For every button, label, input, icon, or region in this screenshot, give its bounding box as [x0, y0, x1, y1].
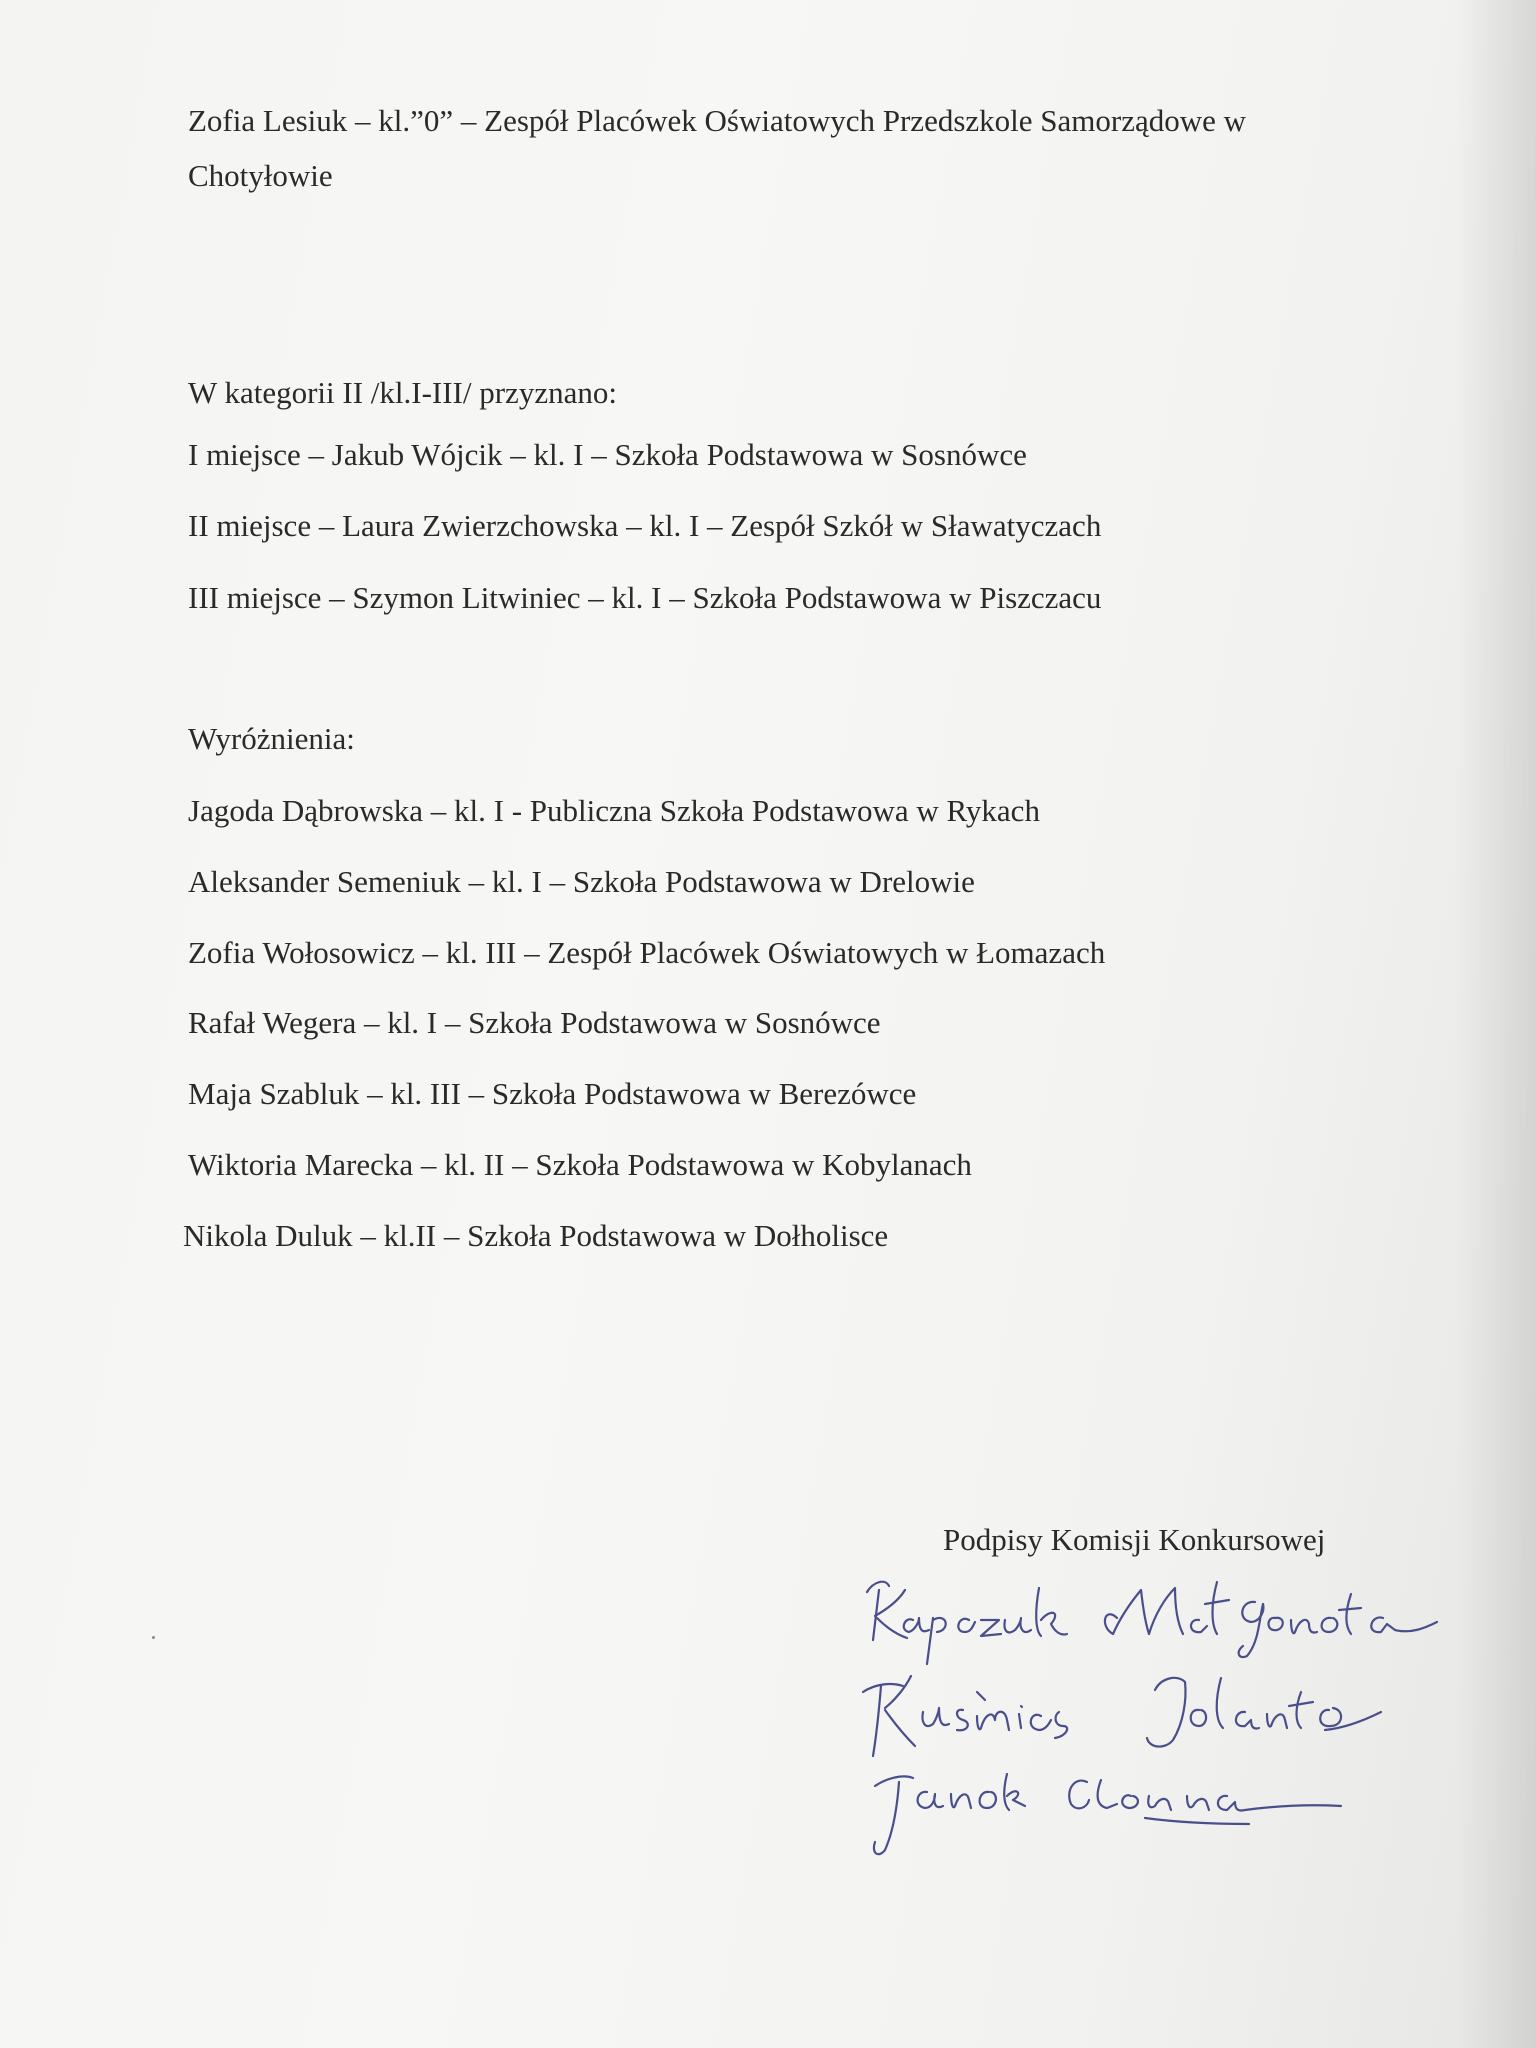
distinction-item: Jagoda Dąbrowska – kl. I - Publiczna Szkoła Podstawowa w Rykach: [188, 793, 1040, 828]
signature-3: [874, 1774, 1341, 1854]
place-first: I miejsce – Jakub Wójcik – kl. I – Szkoła Podstawowa w Sosnówce: [188, 437, 1027, 472]
place-third: III miejsce – Szymon Litwiniec – kl. I – Szkoła Podstawowa w Piszczacu: [188, 580, 1102, 615]
signature-1: [867, 1582, 1437, 1664]
distinction-item: Aleksander Semeniuk – kl. I – Szkoła Podstawowa w Drelowie: [188, 864, 975, 899]
distinction-item: Wiktoria Marecka – kl. II – Szkoła Podstawowa w Kobylanach: [188, 1147, 972, 1182]
distinction-item: Nikola Duluk – kl.II – Szkoła Podstawowa w Dołholisce: [183, 1218, 889, 1253]
distinction-item: Rafał Wegera – kl. I – Szkoła Podstawowa w Sosnówce: [188, 1005, 881, 1040]
place-second: II miejsce – Laura Zwierzchowska – kl. I – Zespół Szkół w Sławatyczach: [188, 508, 1102, 543]
intro-line-2: Chotyłowie: [188, 158, 333, 193]
distinction-item: Maja Szabluk – kl. III – Szkoła Podstawowa w Berezówce: [188, 1076, 917, 1111]
intro-line-1: Zofia Lesiuk – kl.”0” – Zespół Placówek Oświatowych Przedszkole Samorządowe w: [188, 103, 1247, 138]
signatures-heading: Podpisy Komisji Konkursowej: [943, 1522, 1326, 1557]
distinction-item: Zofia Wołosowicz – kl. III – Zespół Placówek Oświatowych w Łomazach: [188, 935, 1106, 970]
distinctions-heading: Wyróżnienia:: [188, 721, 355, 756]
signature-underline: [1145, 1818, 1249, 1824]
category-heading: W kategorii II /kl.I-III/ przyznano:: [188, 375, 617, 410]
signature-2: [863, 1676, 1381, 1756]
stray-mark: [152, 1636, 155, 1639]
handwritten-signatures: [855, 1560, 1495, 1860]
